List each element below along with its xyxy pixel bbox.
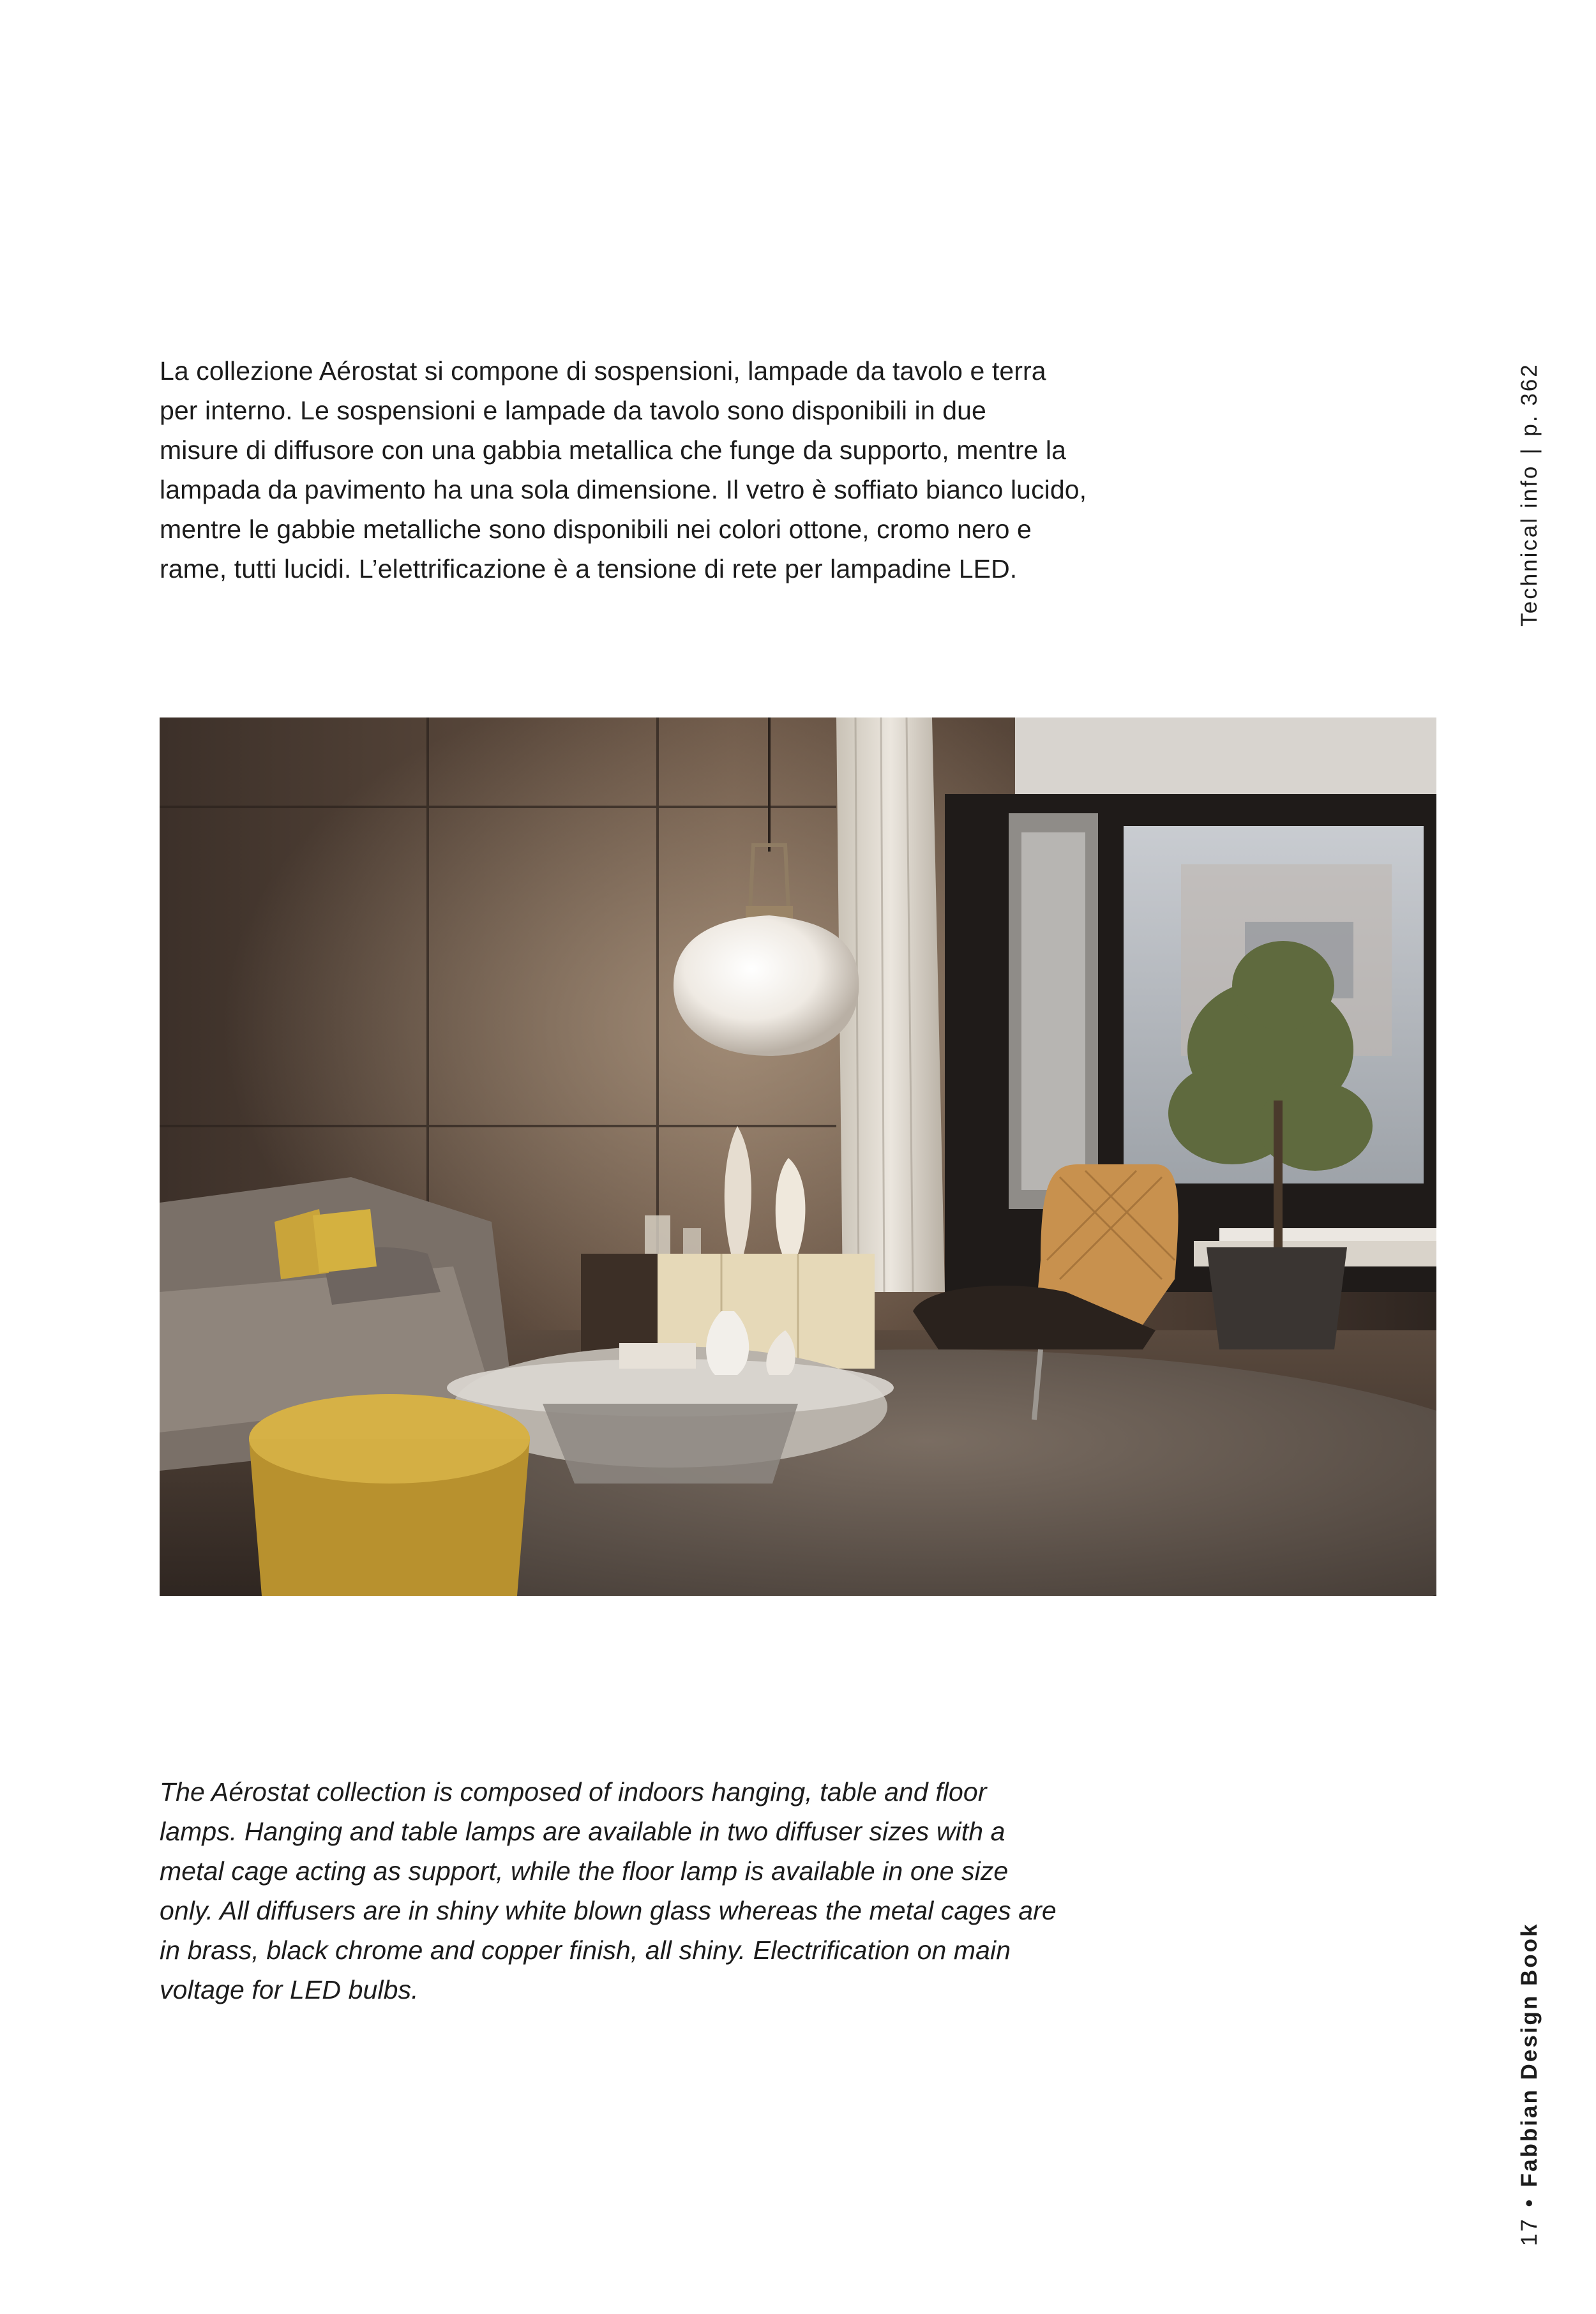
label-separator: | <box>1517 446 1542 455</box>
italian-line: rame, tutti lucidi. L’elettrificazione è a tensione di rete per lampadine LED. <box>160 554 1018 583</box>
english-description <box>160 1772 1057 2010</box>
technical-info-label <box>1517 363 1542 626</box>
english-line: metal cage acting as support, while the floor lamp is available in one size <box>160 1856 1009 1886</box>
book-title: Fabbian Design Book <box>1517 1922 1542 2188</box>
italian-line: La collezione Aérostat si compone di sospensioni, lampade da tavolo e terra <box>160 356 1046 386</box>
section-label: Technical info <box>1517 464 1542 627</box>
english-line: only. All diffusers are in shiny white blown glass whereas the metal cages are <box>160 1896 1057 1925</box>
italian-line: mentre le gabbie metalliche sono disponibili nei colori ottone, cromo nero e <box>160 515 1032 544</box>
interior-photo <box>160 717 1436 1596</box>
english-line: voltage for LED bulbs. <box>160 1975 419 2004</box>
italian-line: per interno. Le sospensioni e lampade da tavolo sono disponibili in due <box>160 396 986 425</box>
page-number: 17 <box>1517 2217 1542 2246</box>
bullet-separator: • <box>1517 2197 1542 2207</box>
english-line: in brass, black chrome and copper finish, all shiny. Electrification on main <box>160 1935 1011 1965</box>
italian-line: lampada da pavimento ha una sola dimensione. Il vetro è soffiato bianco lucido, <box>160 475 1087 504</box>
page-footer-label <box>1517 1922 1542 2246</box>
english-line: The Aérostat collection is composed of indoors hanging, table and floor <box>160 1777 987 1807</box>
italian-line: misure di diffusore con una gabbia metallica che funge da supporto, mentre la <box>160 435 1067 465</box>
english-line: lamps. Hanging and table lamps are available in two diffuser sizes with a <box>160 1817 1005 1846</box>
page-reference: p. 362 <box>1517 363 1542 437</box>
italian-description <box>160 351 1104 589</box>
